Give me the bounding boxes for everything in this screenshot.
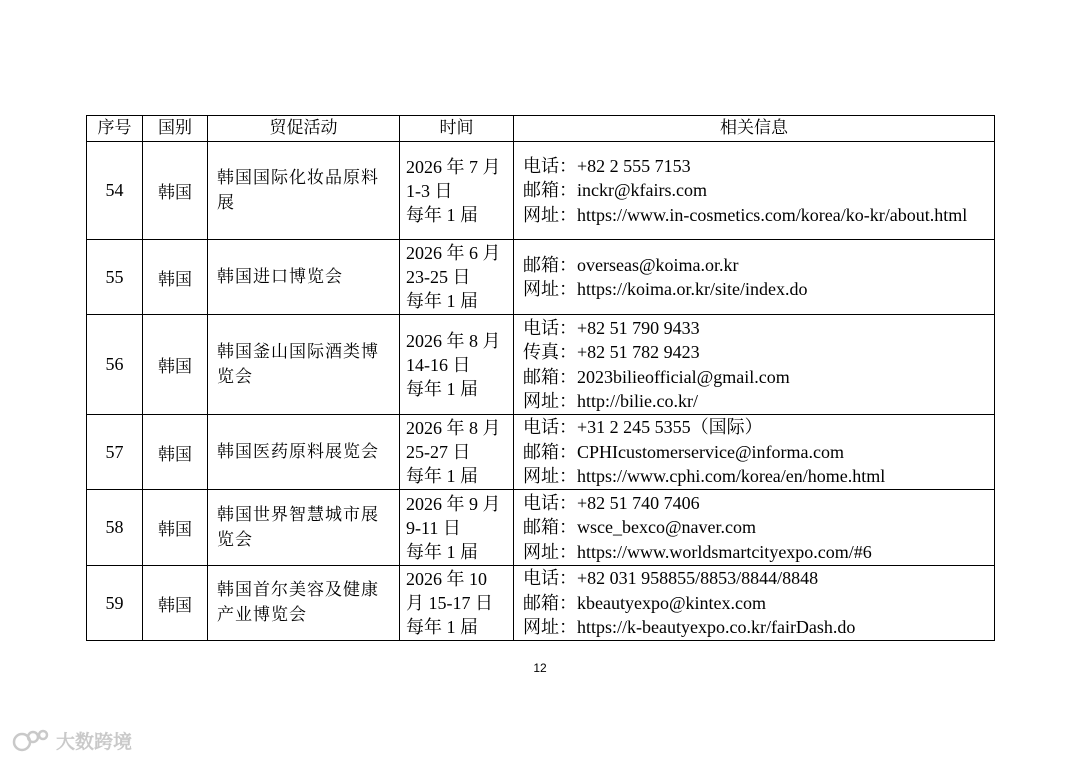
time-date: 2026 年 9 月 bbox=[406, 493, 501, 514]
row-info bbox=[514, 566, 995, 641]
time-days: 14-16 日 bbox=[406, 354, 471, 375]
time-days: 25-27 日 bbox=[406, 442, 471, 462]
time-date: 2026 年 6 月 bbox=[406, 243, 501, 263]
time-date: 2026 年 7 月 bbox=[406, 156, 501, 177]
row-info bbox=[514, 240, 995, 315]
row-activity: 韩国医药原料展览会 bbox=[208, 415, 400, 490]
info-website: 网址：https://k-beautyexpo.co.kr/fairDash.do bbox=[523, 617, 856, 638]
info-website: 网址：https://koima.or.kr/site/index.do bbox=[523, 279, 808, 299]
info-email: 邮箱：inckr@kfairs.com bbox=[523, 180, 708, 201]
row-time bbox=[400, 315, 514, 415]
header-activity: 贸促活动 bbox=[208, 116, 400, 142]
brand-logo-icon bbox=[12, 728, 50, 754]
time-frequency: 每年 1 届 bbox=[406, 378, 478, 399]
info-website: 网址：http://bilie.co.kr/ bbox=[523, 391, 698, 411]
info-email: 邮箱：2023bilieofficial@gmail.com bbox=[523, 366, 790, 387]
trade-events-table bbox=[86, 115, 995, 641]
watermark bbox=[12, 727, 132, 754]
time-days: 23-25 日 bbox=[406, 267, 471, 287]
table-row bbox=[87, 315, 995, 415]
row-country: 韩国 bbox=[143, 315, 208, 415]
info-email: 邮箱：overseas@koima.or.kr bbox=[523, 254, 739, 275]
time-frequency: 每年 1 届 bbox=[406, 541, 478, 562]
row-info bbox=[514, 315, 995, 415]
row-time bbox=[400, 490, 514, 566]
row-country: 韩国 bbox=[143, 415, 208, 490]
time-date: 2026 年 10 bbox=[406, 569, 487, 589]
row-number: 55 bbox=[87, 240, 143, 315]
row-number: 58 bbox=[87, 490, 143, 566]
row-info bbox=[514, 490, 995, 566]
table-row bbox=[87, 566, 995, 641]
row-country: 韩国 bbox=[143, 142, 208, 240]
info-phone: 电话：+82 51 740 7406 bbox=[523, 492, 700, 513]
time-days: 1-3 日 bbox=[406, 180, 453, 201]
row-number: 54 bbox=[87, 142, 143, 240]
row-country: 韩国 bbox=[143, 566, 208, 641]
page-number: 12 bbox=[533, 661, 547, 675]
row-number: 56 bbox=[87, 315, 143, 415]
row-info bbox=[514, 142, 995, 240]
header-no: 序号 bbox=[87, 116, 143, 142]
table-header-row bbox=[87, 116, 995, 142]
row-info bbox=[514, 415, 995, 490]
info-phone: 电话：+82 51 790 9433 bbox=[523, 317, 700, 338]
time-frequency: 每年 1 届 bbox=[406, 617, 478, 637]
row-activity: 韩国首尔美容及健康产业博览会 bbox=[208, 566, 400, 641]
table-row bbox=[87, 415, 995, 490]
row-activity: 韩国国际化妆品原料展 bbox=[208, 142, 400, 240]
row-time bbox=[400, 240, 514, 315]
info-fax: 传真：+82 51 782 9423 bbox=[523, 342, 700, 362]
row-activity: 韩国进口博览会 bbox=[208, 240, 400, 315]
info-website: 网址：https://www.worldsmartcityexpo.com/#6 bbox=[523, 541, 872, 562]
time-frequency: 每年 1 届 bbox=[406, 204, 478, 225]
info-website: 网址：https://www.in-cosmetics.com/korea/ko-kr/about.html bbox=[523, 204, 968, 225]
row-time bbox=[400, 566, 514, 641]
time-days: 9-11 日 bbox=[406, 517, 461, 538]
header-country: 国别 bbox=[143, 116, 208, 142]
row-number: 59 bbox=[87, 566, 143, 641]
header-time: 时间 bbox=[400, 116, 514, 142]
info-email: 邮箱：wsce_bexco@naver.com bbox=[523, 517, 757, 538]
header-info: 相关信息 bbox=[514, 116, 995, 142]
time-frequency: 每年 1 届 bbox=[406, 291, 478, 311]
row-time bbox=[400, 142, 514, 240]
time-date: 2026 年 8 月 bbox=[406, 418, 501, 438]
row-country: 韩国 bbox=[143, 240, 208, 315]
time-frequency: 每年 1 届 bbox=[406, 466, 478, 486]
table-row bbox=[87, 142, 995, 240]
info-email: 邮箱：kbeautyexpo@kintex.com bbox=[523, 592, 767, 613]
info-email: 邮箱：CPHIcustomerservice@informa.com bbox=[523, 441, 845, 462]
row-country: 韩国 bbox=[143, 490, 208, 566]
info-phone: 电话：+82 031 958855/8853/8844/8848 bbox=[523, 568, 819, 589]
info-phone: 电话：+82 2 555 7153 bbox=[523, 155, 691, 176]
info-website: 网址：https://www.cphi.com/korea/en/home.html bbox=[523, 466, 886, 487]
info-phone: 电话：+31 2 245 5355（国际） bbox=[523, 417, 763, 438]
table-row bbox=[87, 240, 995, 315]
table-row bbox=[87, 490, 995, 566]
watermark-text: 大数跨境 bbox=[56, 731, 133, 753]
row-activity: 韩国釜山国际酒类博览会 bbox=[208, 315, 400, 415]
row-time bbox=[400, 415, 514, 490]
row-activity: 韩国世界智慧城市展览会 bbox=[208, 490, 400, 566]
time-date: 2026 年 8 月 bbox=[406, 330, 501, 351]
row-number: 57 bbox=[87, 415, 143, 490]
time-days: 月 15-17 日 bbox=[406, 593, 493, 613]
